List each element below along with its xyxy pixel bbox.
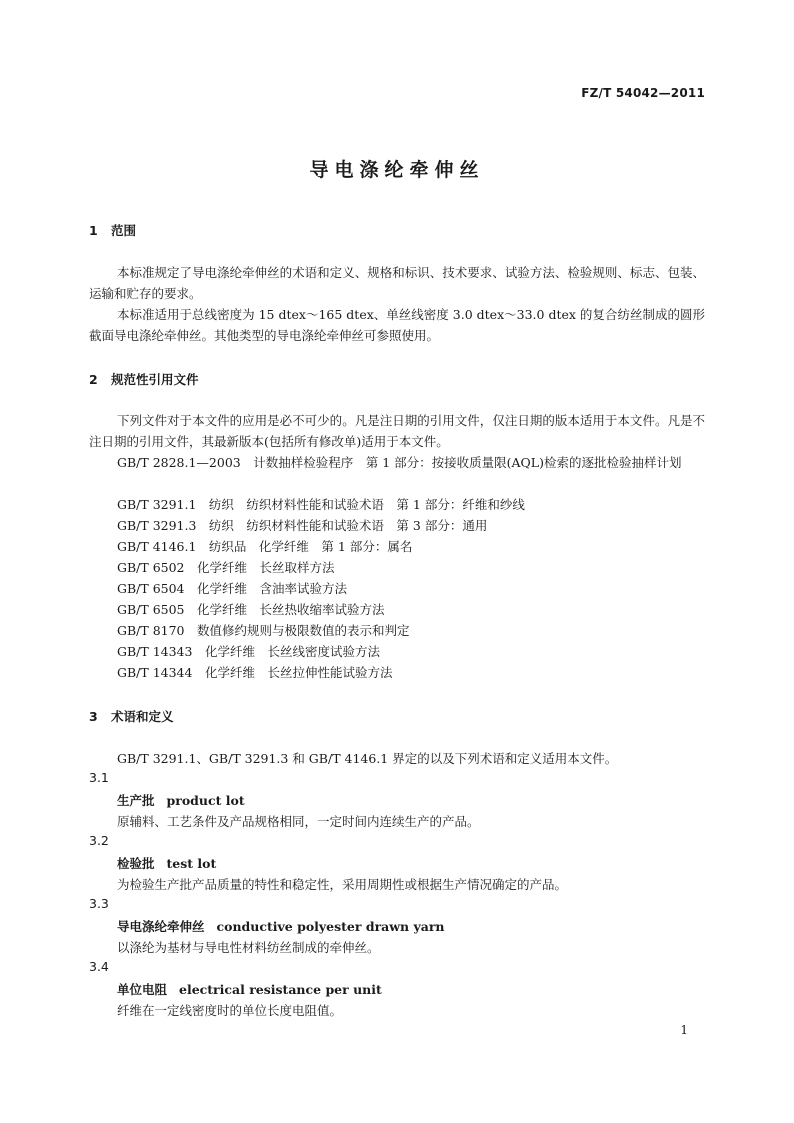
term-name xyxy=(117,791,245,809)
section-heading-references xyxy=(89,370,199,388)
standard-code: FZ/T 54042—2011 xyxy=(581,86,705,100)
terms-intro: GB/T 3291.1、GB/T 3291.3 和 GB/T 4146.1 界定的以及下列术语和定义适用本文件。 xyxy=(117,751,618,766)
term-number: 3.2 xyxy=(89,833,109,848)
reference-item: GB/T 4146.1 纺织品 化学纤维 第 1 部分：属名 xyxy=(117,539,413,554)
term-definition: 纤维在一定线密度时的单位长度电阻值。 xyxy=(117,1003,343,1018)
section-number: 2 xyxy=(89,372,98,387)
term-name-en: test lot xyxy=(166,856,217,871)
reference-list xyxy=(117,494,525,683)
reference-item: GB/T 14343 化学纤维 长丝线密度试验方法 xyxy=(117,644,380,659)
scope-paragraph-2: 本标准适用于总线密度为 15 dtex～165 dtex、单丝线密度 3.0 dtex～33.0 dtex 的复合纺丝制成的圆形截面导电涤纶牵伸丝。其他类型的导电涤纶牵伸丝可参照使用。 xyxy=(89,307,705,343)
reference-item: GB/T 3291.3 纺织 纺织材料性能和试验术语 第 3 部分：通用 xyxy=(117,518,488,533)
page-number: 1 xyxy=(680,1023,688,1037)
reference-item: GB/T 6505 化学纤维 长丝热收缩率试验方法 xyxy=(117,602,385,617)
term-definition: 为检验生产批产品质量的特性和稳定性，采用周期性或根据生产情况确定的产品。 xyxy=(117,877,568,892)
section-title: 范围 xyxy=(111,223,137,238)
term-name xyxy=(117,854,216,872)
reference-item-first: GB/T 2828.1—2003 计数抽样检验程序 第 1 部分：按接收质量限(AQL)检索的逐批检验抽样计划 xyxy=(117,455,682,470)
term-number: 3.1 xyxy=(89,770,109,785)
references-intro: 下列文件对于本文件的应用是必不可少的。凡是注日期的引用文件，仅注日期的版本适用于本文件。凡是不注日期的引用文件，其最新版本(包括所有修改单)适用于本文件。 xyxy=(89,413,705,449)
term-name-en: conductive polyester drawn yarn xyxy=(216,919,445,934)
reference-item: GB/T 14344 化学纤维 长丝拉伸性能试验方法 xyxy=(117,665,393,680)
term-name-zh: 单位电阻 xyxy=(117,982,168,997)
reference-item: GB/T 3291.1 纺织 纺织材料性能和试验术语 第 1 部分：纤维和纱线 xyxy=(117,497,525,512)
term-name xyxy=(117,980,382,998)
reference-item: GB/T 6502 化学纤维 长丝取样方法 xyxy=(117,560,335,575)
term-name-zh: 检验批 xyxy=(117,856,155,871)
section-title: 术语和定义 xyxy=(111,709,174,724)
section-number: 1 xyxy=(89,223,98,238)
term-number: 3.3 xyxy=(89,896,109,911)
term-name-en: product lot xyxy=(166,793,245,808)
reference-item: GB/T 6504 化学纤维 含油率试验方法 xyxy=(117,581,348,596)
term-name-zh: 导电涤纶牵伸丝 xyxy=(117,919,205,934)
term-definition: 以涤纶为基材与导电性材料纺丝制成的牵伸丝。 xyxy=(117,940,380,955)
section-number: 3 xyxy=(89,709,98,724)
section-heading-scope xyxy=(89,221,136,239)
document-title: 导电涤纶牵伸丝 xyxy=(309,159,485,181)
scope-paragraph-1: 本标准规定了导电涤纶牵伸丝的术语和定义、规格和标识、技术要求、试验方法、检验规则、标志、包装、运输和贮存的要求。 xyxy=(89,265,705,301)
reference-item: GB/T 8170 数值修约规则与极限数值的表示和判定 xyxy=(117,623,410,638)
term-definition: 原辅料、工艺条件及产品规格相同，一定时间内连续生产的产品。 xyxy=(117,814,480,829)
term-name xyxy=(117,917,445,935)
section-heading-terms xyxy=(89,707,174,725)
term-name-en: electrical resistance per unit xyxy=(179,982,382,997)
term-name-zh: 生产批 xyxy=(117,793,155,808)
term-number: 3.4 xyxy=(89,959,109,974)
section-title: 规范性引用文件 xyxy=(111,372,199,387)
